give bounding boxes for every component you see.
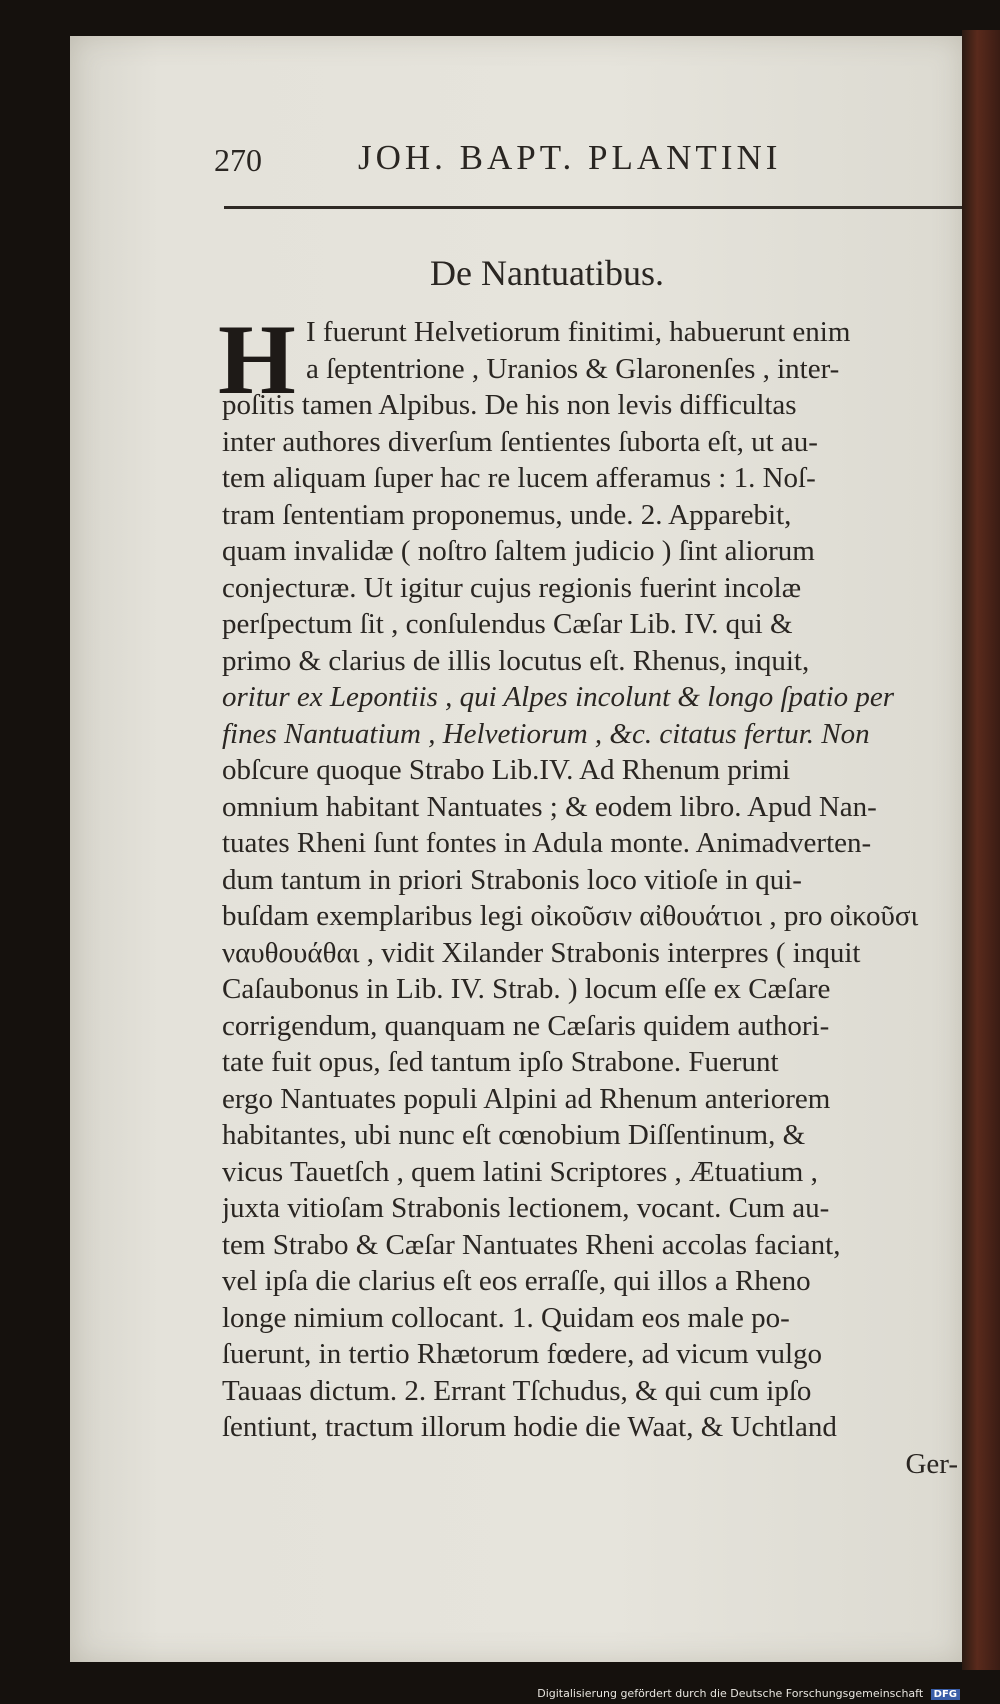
footer-text: Digitalisierung gefördert durch die Deutsche Forschungsgemeinschaft xyxy=(537,1687,924,1700)
text-line: vicus Tauetſch , quem latini Scriptores , Ætuatium , xyxy=(222,1155,818,1188)
body-text xyxy=(222,314,962,1482)
text-line: oritur ex Lepontiis , qui Alpes incolunt & longo ſpatio per xyxy=(222,681,895,713)
text-line: habitantes, ubi nunc eſt cœnobium Diſſentinum, & xyxy=(222,1119,806,1151)
book-edge xyxy=(962,30,1000,1670)
text-line: ſentiunt, tractum illorum hodie die Waat, & Uchtland xyxy=(222,1411,837,1443)
dfg-logo: DFG xyxy=(931,1689,960,1700)
section-title: De Nantuatibus. xyxy=(430,253,664,293)
text-line: dum tantum in priori Strabonis loco vitioſe in qui- xyxy=(222,863,802,896)
text-line: fines Nantuatium , Helvetiorum , &c. citatus fertur. Non xyxy=(222,717,870,750)
text-line: juxta vitioſam Strabonis lectionem, vocant. Cum au- xyxy=(222,1192,830,1224)
text-line: poſitis tamen Alpibus. De his non levis difficultas xyxy=(222,389,797,421)
text-line: Caſaubonus in Lib. IV. Strab. ) locum eſſe ex Cæſare xyxy=(222,973,831,1005)
text-line: obſcure quoque Strabo Lib.IV. Ad Rhenum primi xyxy=(222,754,791,786)
text-line: ναυθουάθαι , vidit Xilander Strabonis interpres ( inquit xyxy=(222,936,861,969)
header-rule xyxy=(224,206,962,209)
digitization-footer xyxy=(537,1687,960,1700)
text-line: perſpectum ſit , conſulendus Cæſar Lib. IV. qui & xyxy=(222,608,793,640)
text-line: omnium habitant Nantuates ; & eodem libro. Apud Nan- xyxy=(222,790,877,823)
running-head xyxy=(214,138,814,178)
text-line: longe nimium collocant. 1. Quidam eos male po- xyxy=(222,1301,790,1334)
text-line: ergo Nantuates populi Alpini ad Rhenum anteriorem xyxy=(222,1082,831,1115)
text-line: tuates Rheni ſunt fontes in Adula monte. Animadverten- xyxy=(222,827,872,859)
text-line: conjecturæ. Ut igitur cujus regionis fuerint incolæ xyxy=(222,571,802,604)
text-line: inter authores diverſum ſentientes ſuborta eſt, ut au- xyxy=(222,425,818,458)
text-line: ſuerunt, in tertio Rhætorum fœdere, ad vicum vulgo xyxy=(222,1338,823,1370)
page-number: 270 xyxy=(214,142,262,178)
text-line: primo & clarius de illis locutus eſt. Rhenus, inquit, xyxy=(222,644,810,677)
drop-cap: H xyxy=(218,304,296,415)
text-line: tem aliquam ſuper hac re lucem afferamus : 1. Noſ- xyxy=(222,462,816,494)
text-line: vel ipſa die clarius eſt eos erraſſe, qui illos a Rheno xyxy=(222,1265,811,1297)
text-line: a ſeptentrione , Uranios & Glaronenſes , inter- xyxy=(306,352,840,385)
text-line: corrigendum, quanquam ne Cæſaris quidem authori- xyxy=(222,1009,830,1042)
text-line: Tauaas dictum. 2. Errant Tſchudus, & qui cum ipſo xyxy=(222,1374,812,1407)
text-line: quam invalidæ ( noſtro ſaltem judicio ) ſint aliorum xyxy=(222,535,815,567)
text-line: tram ſententiam proponemus, unde. 2. Apparebit, xyxy=(222,498,792,531)
running-title: JOH. BAPT. PLANTINI xyxy=(358,138,782,177)
text-line: tem Strabo & Cæſar Nantuates Rheni accolas faciant, xyxy=(222,1228,841,1261)
text-line: I fuerunt Helvetiorum finitimi, habuerunt enim xyxy=(306,316,851,348)
text-line: tate fuit opus, ſed tantum ipſo Strabone. Fuerunt xyxy=(222,1046,779,1078)
catchword: Ger- xyxy=(905,1447,958,1480)
text-line: buſdam exemplaribus legi οἰκοῦσιν αἰθουάτιοι , pro οἰκοῦσι xyxy=(222,900,919,932)
